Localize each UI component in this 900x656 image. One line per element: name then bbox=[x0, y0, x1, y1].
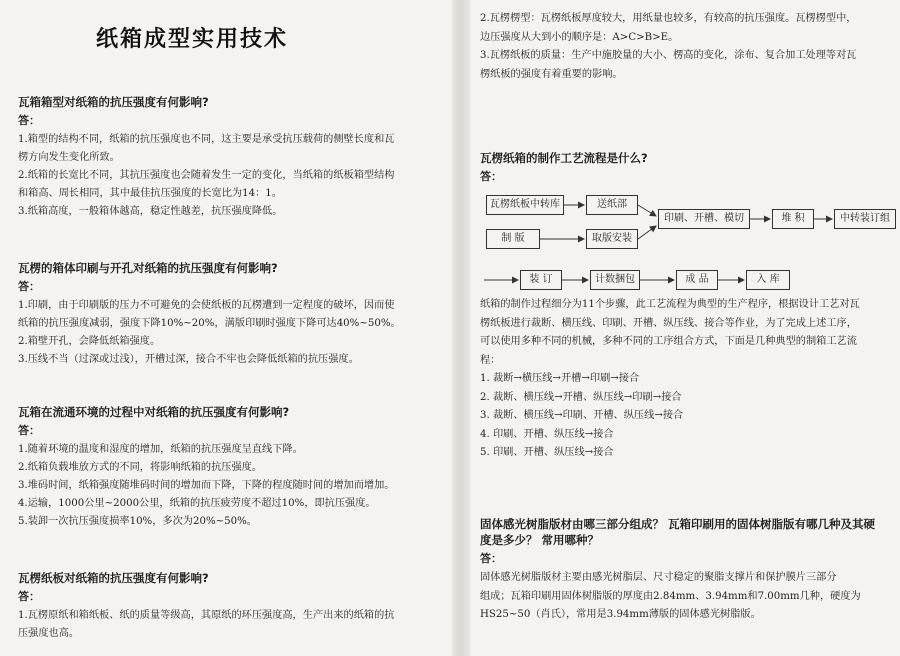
flow-box-plate-making: 制 版 bbox=[486, 229, 540, 249]
process-item: 3. 裁断、横压线→印刷、开槽、纵压线→接合 bbox=[480, 410, 684, 421]
text-line: 1.印刷，由于印刷版的压力不可避免的会使纸板的瓦楞遭到一定程度的破坏，因而使 bbox=[18, 300, 395, 311]
text-line: 1.随着环境的温度和湿度的增加，纸箱的抗压强度呈直线下降。 bbox=[18, 444, 303, 455]
flow-box-plate-mounting: 取版安装 bbox=[586, 229, 638, 249]
question-heading: 固体感光树脂版材由哪三部分组成？ 瓦箱印刷用的固体树脂版有哪几种及其硬 bbox=[480, 517, 875, 531]
section-resin-plate bbox=[480, 516, 898, 625]
flow-box-stacking: 堆 积 bbox=[772, 209, 814, 229]
question-heading: 瓦箱箱型对纸箱的抗压强度有何影响? bbox=[18, 95, 209, 109]
process-item: 1. 裁断→横压线→开槽→印刷→接合 bbox=[480, 373, 640, 384]
text-line: 2.瓦楞楞型：瓦楞纸板厚度较大，用纸量也较多，有较高的抗压强度。瓦楞楞型中， bbox=[480, 13, 857, 24]
flow-box-warehouse: 入 库 bbox=[746, 270, 790, 290]
text-line: 3.压线不当（过深或过浅），开槽过深，接合不牢也会降低纸箱的抗压强度。 bbox=[18, 354, 359, 365]
text-line: 3.纸箱高度，一般箱体越高，稳定性越差，抗压强度降低。 bbox=[18, 206, 283, 217]
text-line: 楞方向发生变化所致。 bbox=[18, 152, 120, 163]
answer-label: 答： bbox=[18, 424, 40, 437]
answer-label: 答： bbox=[18, 590, 40, 603]
process-item: 2. 裁断、横压线→开槽、纵压线→印刷→接合 bbox=[480, 391, 682, 403]
text-line: 和箱高、周长相同，其中最佳抗压强度的长宽比为14：1。 bbox=[18, 188, 282, 199]
text-line: 组成；瓦箱印刷用固体树脂版的厚度由2.84mm、3.94mm和7.00mm几种，硬度为 bbox=[480, 590, 861, 602]
document-title: 纸箱成型实用技术 bbox=[96, 27, 289, 52]
page-gutter bbox=[452, 0, 470, 656]
text-line: 楞纸板的强度有着重要的影响。 bbox=[480, 68, 623, 80]
question-heading-cont: 度是多少？ 常用哪种？ bbox=[480, 533, 600, 547]
section-process-heading bbox=[480, 150, 898, 187]
question-heading: 瓦楞的箱体印刷与开孔对纸箱的抗压强度有何影响? bbox=[18, 261, 278, 275]
text-line: HS25~50（肖氏），常用是3.94mm薄版的固体感光树脂版。 bbox=[480, 609, 761, 620]
flow-box-binding-group: 中转装订组 bbox=[834, 209, 896, 229]
flow-box-board-storage: 瓦楞纸板中转库 bbox=[486, 195, 564, 215]
question-heading: 瓦箱在流通环境的过程中对纸箱的抗压强度有何影响? bbox=[18, 405, 290, 419]
text-line: 3.瓦楞纸板的质量：生产中施胶量的大小、楞高的变化，涂布、复合加工处理等对瓦 bbox=[480, 50, 857, 61]
text-line: 2.箱壁开孔，会降低纸箱强度。 bbox=[18, 336, 161, 347]
section-board bbox=[18, 570, 448, 643]
question-heading: 瓦楞纸箱的制作工艺流程是什么? bbox=[480, 151, 648, 165]
text-line: 1.箱型的结构不同，纸箱的抗压强度也不同，这主要是承受抗压载荷的侧壁长度和瓦 bbox=[18, 134, 395, 145]
flow-arrow bbox=[638, 226, 656, 239]
text-line: 固体感光树脂版材主要由感光树脂层、尺寸稳定的聚脂支撑片和保护膜片三部分 bbox=[480, 572, 837, 583]
text-line: 边压强度从大到小的顺序是：A>C>B>E。 bbox=[480, 31, 679, 43]
text-line: 2.纸箱的长宽比不同，其抗压强度也会随着发生一定的变化，当纸箱的纸板箱型结构 bbox=[18, 170, 395, 181]
text-line: 2.纸箱负载堆放方式的不同，将影响纸箱的抗压强度。 bbox=[18, 462, 263, 473]
answer-label: 答： bbox=[480, 170, 502, 183]
section-process-text bbox=[480, 296, 898, 463]
text-line: 3.堆码时间，纸箱强度随堆码时间的增加而下降，下降的程度随时间的增加而增加。 bbox=[18, 480, 395, 491]
text-line: 1.瓦楞原纸和箱纸板、纸的质量等级高，其原纸的环压强度高，生产出来的纸箱的抗 bbox=[18, 610, 395, 621]
section-circulation bbox=[18, 404, 448, 531]
text-line: 5.装卸一次抗压强度损率10%，多次为20%~50%。 bbox=[18, 516, 257, 527]
question-heading: 瓦楞纸板对纸箱的抗压强度有何影响? bbox=[18, 571, 209, 585]
flow-box-count-pack: 计数捆包 bbox=[590, 270, 640, 290]
section-continued bbox=[480, 10, 898, 84]
process-item: 4. 印刷、开槽、纵压线→接合 bbox=[480, 428, 614, 440]
text-line: 压强度也高。 bbox=[18, 628, 80, 639]
answer-label: 答： bbox=[18, 114, 40, 127]
flow-box-paper-feed: 送纸部 bbox=[586, 195, 638, 215]
answer-label: 答： bbox=[18, 280, 40, 293]
text-line: 楞纸板进行裁断、横压线、印刷、开槽、纵压线、接合等作业，为了完成上述工序， bbox=[480, 317, 857, 329]
flow-box-binding: 装 订 bbox=[520, 270, 562, 290]
flow-box-finished: 成 品 bbox=[676, 270, 718, 290]
section-printing bbox=[18, 260, 448, 369]
text-line: 程： bbox=[480, 354, 501, 366]
process-flowchart bbox=[480, 186, 900, 296]
text-line: 纸箱的抗压强度减弱，强度下降10%~20%，满版印刷时强度下降可达40%~50%。 bbox=[18, 318, 401, 329]
process-item: 5. 印刷、开槽、纵压线→接合 bbox=[480, 447, 614, 458]
text-line: 纸箱的制作过程细分为11个步骤，此工艺流程为典型的生产程序，根据设计工艺对瓦 bbox=[480, 299, 860, 310]
section-box-type bbox=[18, 94, 448, 221]
flow-box-print-slot-die: 印刷、开槽、模切 bbox=[658, 209, 750, 229]
flow-arrow bbox=[638, 205, 656, 216]
text-line: 4.运输，1000公里~2000公里，纸箱的抗压疲劳度不超过10%，即抗压强度。 bbox=[18, 498, 376, 509]
answer-label: 答： bbox=[480, 552, 502, 565]
text-line: 可以使用多种不同的机械，多种不同的工序组合方式，下面是几种典型的制箱工艺流 bbox=[480, 336, 857, 347]
